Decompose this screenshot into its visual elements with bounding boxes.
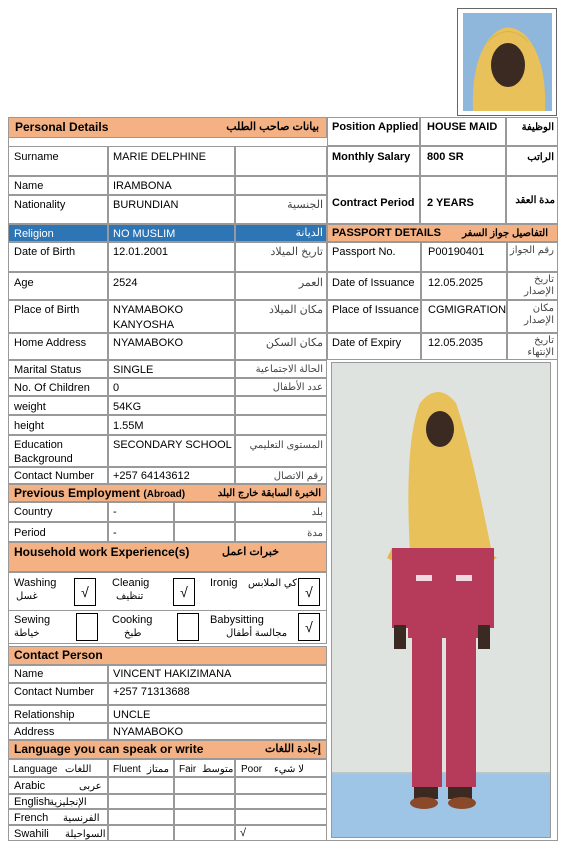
name-label: Name bbox=[14, 180, 44, 192]
full-body-photo bbox=[331, 362, 551, 838]
position-label-cell bbox=[327, 117, 420, 146]
home-address-value: NYAMABOKO bbox=[113, 337, 184, 349]
issuance-date-label: Date of Issuance bbox=[332, 277, 415, 289]
dob-value: 12.01.2001 bbox=[113, 246, 169, 258]
lang-swahili: Swahili bbox=[14, 828, 49, 840]
contact-person-header bbox=[8, 646, 327, 665]
pob-value: NYAMABOKO bbox=[113, 304, 184, 316]
previous-employment-header bbox=[8, 484, 327, 502]
position-ar-cell bbox=[506, 117, 558, 146]
marital-ar: الحالة الاجتماعية bbox=[255, 364, 323, 375]
position-ar: الوظيفة bbox=[521, 122, 554, 133]
lang-swahili-ar: السواحيلة bbox=[65, 829, 106, 840]
ironing-label: Ironig bbox=[210, 577, 238, 589]
contact-address-value: NYAMABOKO bbox=[113, 726, 184, 738]
washing-checkbox[interactable]: √ bbox=[74, 578, 96, 606]
passport-details-title-ar: التفاصيل جواز السفر bbox=[462, 228, 548, 239]
contact-phone-label: Contact Number bbox=[14, 686, 95, 698]
contact-number-value: +257 64143612 bbox=[113, 470, 190, 482]
dob-ar: تاريخ الميلاد bbox=[270, 246, 323, 258]
lang-swahili-poor: √ bbox=[240, 827, 247, 839]
col-language-ar: اللغات bbox=[65, 764, 92, 775]
cleaning-checkbox[interactable]: √ bbox=[173, 578, 195, 606]
age-ar: العمر bbox=[298, 277, 323, 289]
issuance-place-ar: مكان الإصدار bbox=[524, 303, 554, 326]
education-ar: المستوى التعليمي bbox=[249, 440, 323, 451]
nationality-label: Nationality bbox=[14, 199, 66, 211]
col-poor-ar: لا شيء bbox=[274, 764, 304, 775]
nationality-value: BURUNDIAN bbox=[113, 199, 179, 211]
cooking-label-ar: طبخ bbox=[124, 628, 142, 639]
lang-english-ar: الإنجليزية bbox=[49, 797, 87, 808]
lang-arabic-ar: عربى bbox=[79, 781, 102, 792]
marital-label: Marital Status bbox=[14, 364, 82, 376]
personal-details-title-ar: بيانات صاحب الطلب bbox=[226, 121, 319, 133]
salary-ar: الراتب bbox=[527, 152, 554, 163]
contact-address-label: Address bbox=[14, 726, 55, 738]
cooking-checkbox[interactable] bbox=[177, 613, 199, 641]
contact-phone-value: +257 71313688 bbox=[113, 686, 190, 698]
contact-name-value: VINCENT HAKIZIMANA bbox=[113, 668, 232, 680]
surname-value: MARIE DELPHINE bbox=[113, 151, 206, 163]
col-language: Language bbox=[13, 764, 58, 775]
col-fair-ar: متوسط bbox=[202, 764, 234, 775]
children-value: 0 bbox=[113, 382, 120, 394]
babysitting-label-ar: مجالسة أطفال bbox=[226, 628, 288, 639]
period-ar: مدة bbox=[307, 528, 323, 539]
language-title-ar: إجادة اللغات bbox=[265, 743, 321, 755]
issuance-place-value: CGMIGRATION bbox=[428, 304, 507, 316]
col-fair: Fair bbox=[179, 764, 197, 775]
pob-value-2: KANYOSHA bbox=[113, 319, 175, 331]
pob-ar: مكان الميلاد bbox=[268, 304, 323, 316]
passport-no-label: Passport No. bbox=[332, 246, 396, 258]
sewing-checkbox[interactable] bbox=[76, 613, 98, 641]
religion-label: Religion bbox=[14, 228, 54, 240]
household-header bbox=[8, 542, 327, 572]
age-value: 2524 bbox=[113, 277, 138, 289]
country-value: - bbox=[113, 506, 117, 518]
relationship-label: Relationship bbox=[14, 709, 75, 721]
passport-details-header bbox=[327, 224, 558, 242]
col-poor: Poor bbox=[241, 764, 263, 775]
passport-no-ar: رقم الجواز bbox=[509, 245, 554, 256]
lang-french: French bbox=[14, 812, 49, 824]
height-label: height bbox=[14, 420, 44, 432]
height-value: 1.55M bbox=[113, 420, 144, 432]
previous-employment-title-ar: الخبرة السابقة خارج البلد bbox=[217, 488, 321, 499]
period-label: Period bbox=[14, 527, 46, 539]
contact-number-ar: رقم الاتصال bbox=[273, 471, 323, 482]
salary-value: 800 SR bbox=[427, 151, 464, 163]
dob-label: Date of Birth bbox=[14, 246, 76, 258]
children-ar: عدد الأطفال bbox=[272, 382, 323, 393]
education-label: Education bbox=[14, 439, 63, 451]
lang-english: English bbox=[14, 796, 51, 808]
position-label: Position Applied bbox=[332, 121, 419, 133]
issuance-date-value: 12.05.2025 bbox=[428, 277, 484, 289]
ironing-checkbox[interactable]: √ bbox=[298, 578, 320, 606]
expiry-ar: تاريخ الإنتهاء bbox=[527, 335, 554, 358]
home-address-label: Home Address bbox=[14, 337, 87, 349]
sewing-label: Sewing bbox=[14, 614, 51, 626]
position-value-cell bbox=[420, 117, 506, 146]
salary-label: Monthly Salary bbox=[332, 151, 411, 163]
name-value: IRAMBONA bbox=[113, 180, 172, 192]
household-title: Household work Experience(s) bbox=[14, 545, 190, 559]
education-value: SECONDARY SCHOOL bbox=[113, 439, 232, 451]
contact-name-label: Name bbox=[14, 668, 44, 680]
marital-value: SINGLE bbox=[113, 364, 154, 376]
weight-value: 54KG bbox=[113, 401, 142, 413]
washing-label-ar: غسل bbox=[16, 591, 38, 602]
weight-label: weight bbox=[14, 401, 46, 413]
contract-value: 2 YEARS bbox=[427, 197, 474, 209]
relationship-value: UNCLE bbox=[113, 709, 151, 721]
personal-details-title: Personal Details bbox=[15, 120, 109, 134]
expiry-label: Date of Expiry bbox=[332, 337, 402, 349]
children-label: No. Of Children bbox=[14, 382, 90, 394]
surname-label: Surname bbox=[14, 151, 59, 163]
household-title-ar: خبرات اعمل bbox=[222, 546, 279, 558]
contract-ar: مدة العقد bbox=[515, 195, 555, 206]
babysitting-checkbox[interactable]: √ bbox=[298, 613, 320, 641]
contact-number-label: Contact Number bbox=[14, 470, 95, 482]
cleaning-label: Cleanig bbox=[112, 577, 150, 589]
passport-photo-frame bbox=[457, 8, 557, 116]
contract-label: Contract Period bbox=[332, 197, 415, 209]
contact-person-title: Contact Person bbox=[14, 648, 103, 662]
pob-label: Place of Birth bbox=[14, 304, 80, 316]
issuance-place-label: Place of Issuance bbox=[332, 304, 419, 316]
position-value: HOUSE MAID bbox=[427, 121, 498, 133]
country-ar: بلد bbox=[311, 507, 323, 518]
religion-value: NO MUSLIM bbox=[113, 228, 176, 240]
issuance-date-ar: تاريخ الإصدار bbox=[524, 274, 554, 297]
lang-arabic: Arabic bbox=[14, 780, 46, 792]
cooking-label: Cooking bbox=[112, 614, 153, 626]
passport-photo bbox=[463, 13, 552, 111]
passport-details-title: PASSPORT DETAILS bbox=[332, 227, 441, 239]
education-label-2: Background bbox=[14, 453, 73, 465]
language-header bbox=[8, 740, 327, 759]
lang-french-ar: الفرنسية bbox=[63, 813, 100, 824]
col-fluent: Fluent bbox=[113, 764, 141, 775]
personal-details-header bbox=[8, 117, 327, 138]
language-title: Language you can speak or write bbox=[14, 742, 204, 756]
period-value: - bbox=[113, 527, 117, 539]
sewing-label-ar: خياطة bbox=[14, 628, 40, 639]
age-label: Age bbox=[14, 277, 34, 289]
passport-no-value: P00190401 bbox=[428, 246, 485, 258]
babysitting-label: Babysitting bbox=[210, 614, 264, 626]
ironing-label-ar: كي الملابس bbox=[248, 578, 297, 589]
washing-label: Washing bbox=[14, 577, 57, 589]
nationality-ar: الجنسية bbox=[287, 199, 323, 211]
country-label: Country bbox=[14, 506, 53, 518]
cleaning-label-ar: تنظيف bbox=[116, 591, 144, 602]
col-fluent-ar: ممتاز bbox=[147, 764, 170, 775]
expiry-value: 12.05.2035 bbox=[428, 337, 484, 349]
previous-employment-title: Previous Employment (Abroad) bbox=[14, 486, 186, 500]
religion-ar: الديانة bbox=[295, 227, 323, 239]
home-address-ar: مكان السكن bbox=[265, 337, 323, 349]
